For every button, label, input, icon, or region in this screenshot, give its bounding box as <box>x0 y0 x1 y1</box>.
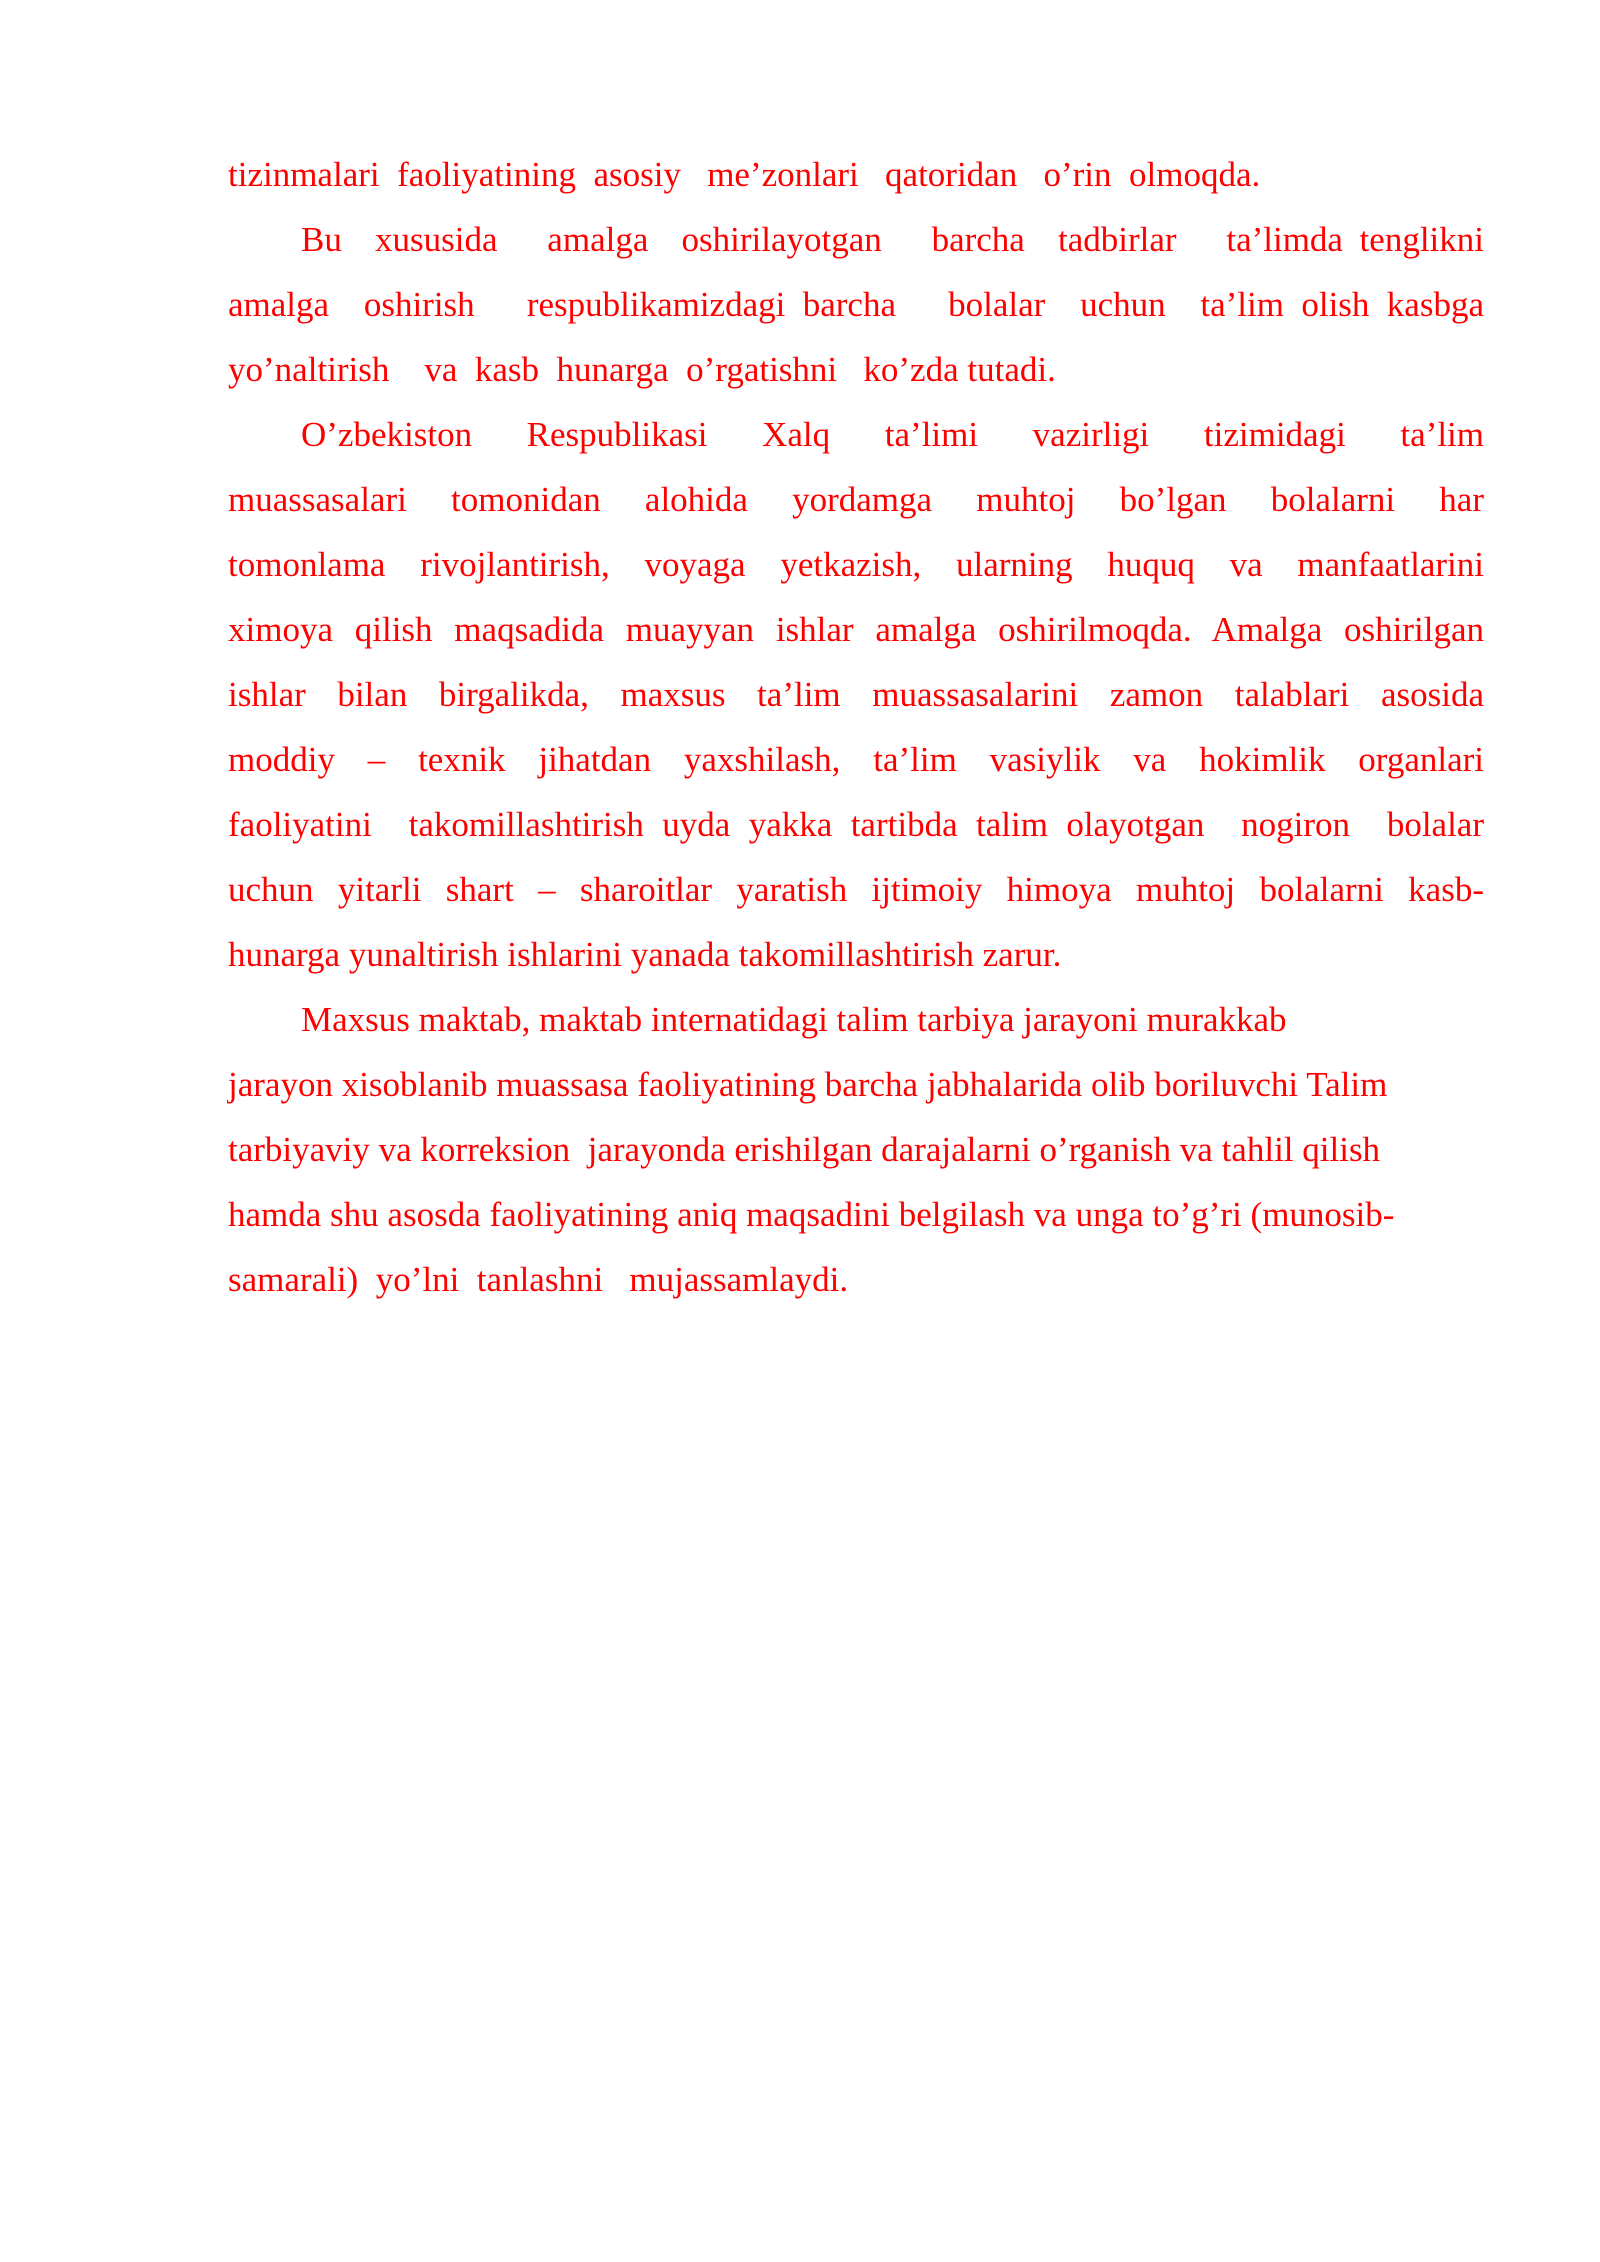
text-line: Bu xususida amalga oshirilayotgan barcha tadbirlar ta’limda tenglikni <box>301 220 1484 259</box>
text-line: hunarga yunaltirish ishlarini yanada takomillashtirish zarur. <box>228 935 1062 974</box>
text-line: tomonlama rivojlantirish, voyaga yetkazish, ularning huquq va manfaatlarini <box>228 545 1484 584</box>
text-line: tizinmalari faoliyatining asosiy me’zonlari qatoridan o’rin olmoqda. <box>228 155 1261 194</box>
text-line: tarbiyaviy va korreksion jarayonda erishilgan darajalarni o’rganish va tahlil qilish <box>228 1130 1381 1169</box>
text-line: muassasalari tomonidan alohida yordamga muhtoj bo’lgan bolalarni har <box>228 480 1484 519</box>
text-line: amalga oshirish respublikamizdagi barcha bolalar uchun ta’lim olish kasbga <box>228 285 1484 324</box>
text-line: hamda shu asosda faoliyatining aniq maqsadini belgilash va unga to’g’ri (munosib- <box>228 1195 1395 1234</box>
text-line: ishlar bilan birgalikda, maxsus ta’lim muassasalarini zamon talablari asosida <box>228 675 1484 714</box>
text-line: jarayon xisoblanib muassasa faoliyatining barcha jabhalarida olib boriluvchi Talim <box>228 1065 1388 1104</box>
document-body <box>228 150 1484 1320</box>
text-line: faoliyatini takomillashtirish uyda yakka tartibda talim olayotgan nogiron bolalar <box>228 805 1484 844</box>
text-line: moddiy – texnik jihatdan yaxshilash, ta’lim vasiylik va hokimlik organlari <box>228 740 1484 779</box>
text-line: samarali) yo’lni tanlashni mujassamlaydi. <box>228 1260 849 1299</box>
text-line: yo’naltirish va kasb hunarga o’rgatishni ko’zda tutadi. <box>228 350 1056 389</box>
text-line: Maxsus maktab, maktab internatidagi talim tarbiya jarayoni murakkab <box>301 1000 1287 1039</box>
text-line: ximoya qilish maqsadida muayyan ishlar amalga oshirilmoqda. Amalga oshirilgan <box>228 610 1484 649</box>
text-line: uchun yitarli shart – sharoitlar yaratish ijtimoiy himoya muhtoj bolalarni kasb- <box>228 870 1484 909</box>
text-line: O’zbekiston Respublikasi Xalq ta’limi vazirligi tizimidagi ta’lim <box>301 415 1484 454</box>
